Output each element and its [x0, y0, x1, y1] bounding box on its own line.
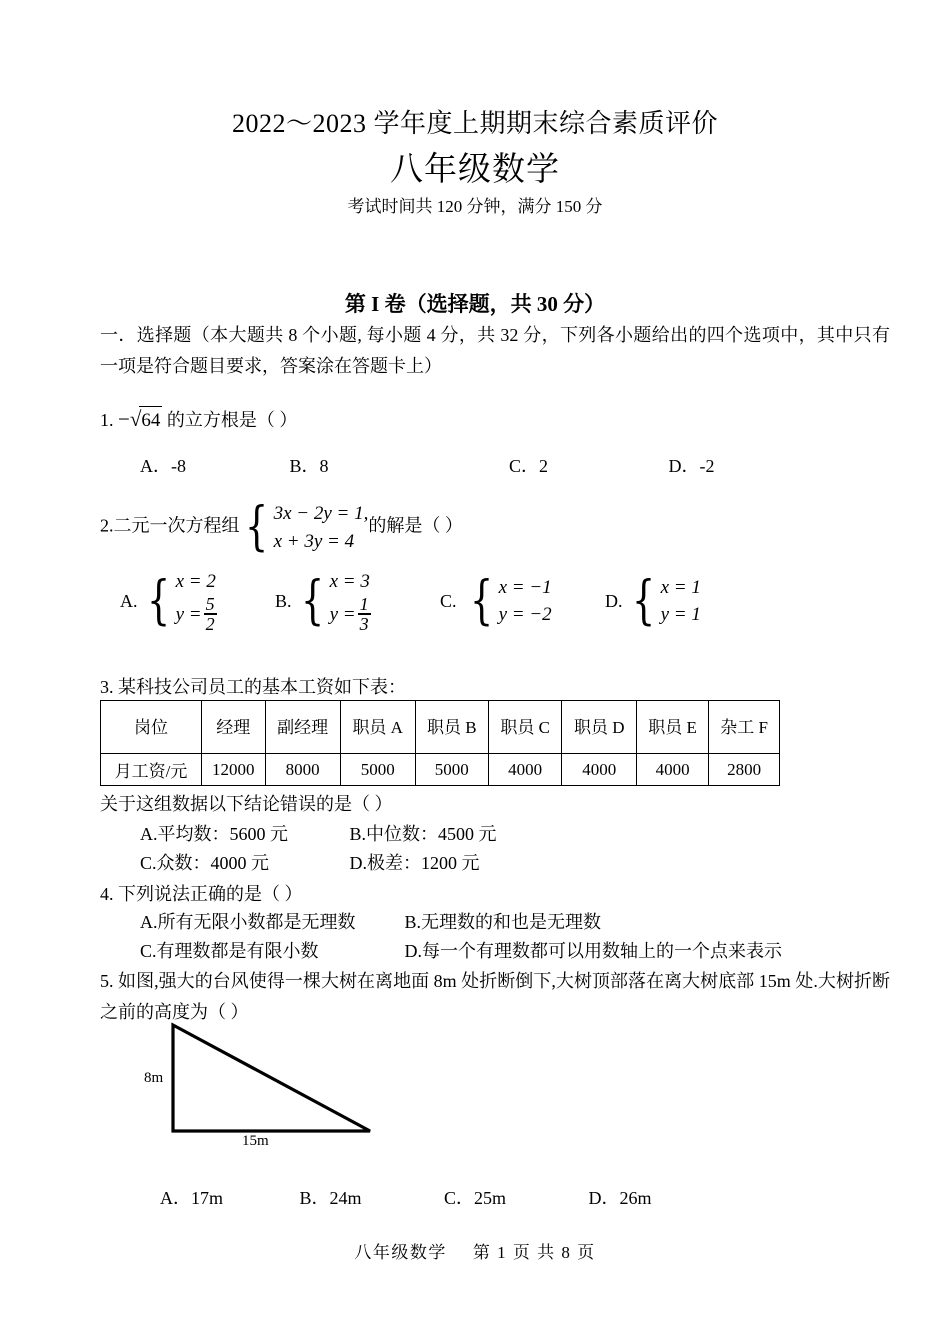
- table-header-col-6: 职员 E: [637, 701, 709, 754]
- question-5-option-b[interactable]: [300, 1184, 440, 1210]
- option-label: A．: [140, 456, 171, 476]
- option-label: A.: [140, 824, 158, 844]
- footer-page-prefix: 第: [472, 1243, 492, 1262]
- question-1-number: 1.: [100, 410, 114, 430]
- option-label: C．: [444, 1188, 475, 1208]
- table-header-salary: 月工资/元: [101, 754, 202, 786]
- numerator: 5: [205, 593, 215, 614]
- option-value: 24m: [329, 1188, 362, 1208]
- question-3-stem: [100, 673, 406, 701]
- question-1-option-b[interactable]: [290, 452, 505, 478]
- option-text: 极差：1200 元: [367, 853, 480, 873]
- option-label: B.: [404, 912, 422, 932]
- footer-total-unit: 页: [577, 1243, 596, 1262]
- question-4-options-row-2: [140, 937, 940, 963]
- right-triangle-diagram: [120, 1015, 450, 1165]
- option-value: 17m: [191, 1188, 224, 1208]
- tree-triangle-figure: [120, 1015, 450, 1165]
- question-2-options: [120, 568, 920, 635]
- option-line-1: x = 2: [175, 571, 216, 592]
- numerator: 1: [359, 593, 369, 614]
- question-4-option-a[interactable]: [140, 908, 400, 934]
- salary-cell-2: 5000: [340, 754, 415, 786]
- fraction: [358, 595, 371, 634]
- option-line-2: y = −2: [498, 604, 552, 626]
- question-4-option-b[interactable]: [405, 908, 602, 934]
- question-4-option-d[interactable]: [405, 937, 783, 963]
- option-label: C.: [140, 853, 157, 873]
- option-label: D．: [668, 456, 700, 476]
- figure-horizontal-label: 15m: [242, 1133, 269, 1149]
- fraction: [204, 595, 217, 634]
- question-1-option-d[interactable]: [669, 452, 715, 478]
- option-line-2: [175, 593, 219, 635]
- option-lhs: y =: [175, 603, 202, 625]
- question-1-options: [140, 452, 940, 478]
- question-2-text-before: 二元一次方程组: [113, 515, 240, 536]
- option-value: 25m: [474, 1188, 507, 1208]
- salary-cell-3: 5000: [415, 754, 488, 786]
- salary-cell-6: 4000: [637, 754, 709, 786]
- question-3-option-c[interactable]: [140, 849, 345, 875]
- question-3-number: 3.: [100, 677, 114, 697]
- option-line-1: x = 3: [329, 571, 370, 592]
- question-5-option-a[interactable]: [160, 1184, 295, 1210]
- option-line-1: x = −1: [498, 576, 552, 598]
- page-footer: [0, 1238, 950, 1263]
- option-label: D．: [588, 1188, 620, 1208]
- option-text: 众数：4000 元: [156, 853, 270, 873]
- denominator: 3: [359, 613, 369, 634]
- option-text: 中位数：4500 元: [366, 824, 497, 844]
- option-line-1: x = 1: [660, 576, 701, 598]
- question-2-option-d[interactable]: [605, 571, 701, 632]
- option-line-2: y = 1: [660, 604, 701, 626]
- question-4-option-c[interactable]: [140, 937, 400, 963]
- question-4-options-row-1: [140, 908, 940, 934]
- question-3-option-b[interactable]: [350, 820, 497, 846]
- question-2-option-c[interactable]: [440, 571, 605, 632]
- table-header-position: 岗位: [101, 701, 202, 754]
- subject-title: 八年级数学: [390, 152, 560, 188]
- left-brace: {: [146, 571, 170, 632]
- option-value: -2: [699, 456, 715, 476]
- option-label: B．: [289, 456, 320, 476]
- option-label: C．: [509, 456, 540, 476]
- left-brace: {: [244, 497, 268, 558]
- option-label: D.: [404, 941, 422, 961]
- page-title: 2022～2023 学年度上期期末综合素质评价: [231, 109, 718, 138]
- footer-total-prefix: 共: [537, 1243, 556, 1262]
- question-3-options-row-2: [140, 849, 940, 875]
- table-row: [101, 754, 780, 786]
- option-value: 2: [539, 456, 549, 476]
- option-value: 26m: [619, 1188, 652, 1208]
- table-header-col-7: 杂工 F: [709, 701, 780, 754]
- option-label: B.: [275, 590, 292, 611]
- option-value: 8: [319, 456, 329, 476]
- section-instructions: 一．选择题（本大题共 8 个小题, 每小题 4 分，共 32 分，下列各小题给出的四个选项中，其中只有一项是符合题目要求，答案涂在答题卡上）: [100, 325, 890, 376]
- footer-subject: 八年级数学: [354, 1243, 447, 1262]
- question-1-option-c[interactable]: [509, 452, 664, 478]
- question-2-option-a[interactable]: [120, 568, 275, 635]
- option-label: C.: [140, 941, 157, 961]
- option-text: 平均数：5600 元: [157, 824, 288, 844]
- question-5-option-d[interactable]: [589, 1184, 652, 1210]
- section-heading: 第 I 卷（选择题，共 30 分）: [344, 292, 606, 316]
- equation-line-2: x + 3y = 4: [273, 530, 355, 552]
- option-text: 无理数的和也是无理数: [421, 912, 602, 932]
- question-2-option-b[interactable]: [275, 568, 440, 635]
- option-line-2: [329, 593, 373, 635]
- question-3-prompt: 关于这组数据以下结论错误的是（ ）: [100, 794, 393, 814]
- left-brace: {: [300, 571, 324, 632]
- question-5-option-c[interactable]: [444, 1184, 584, 1210]
- question-3-option-a[interactable]: [140, 820, 345, 846]
- option-label: C.: [440, 590, 457, 611]
- option-label: B.: [349, 824, 367, 844]
- question-3-option-d[interactable]: [350, 849, 480, 875]
- footer-total-pages: 8: [561, 1243, 572, 1262]
- question-2-number: 2.: [100, 515, 114, 536]
- denominator: 2: [205, 613, 215, 634]
- question-1-text: 的立方根是（ ）: [166, 410, 298, 430]
- footer-page-unit: 页: [512, 1243, 532, 1262]
- option-label: D.: [349, 853, 367, 873]
- option-label: D.: [605, 590, 623, 611]
- radical-expression: [118, 405, 162, 435]
- option-text: 所有无限小数都是无理数: [157, 912, 356, 932]
- table-header-row: [101, 701, 780, 754]
- salary-cell-7: 2800: [709, 754, 780, 786]
- salary-cell-0: 12000: [202, 754, 266, 786]
- question-4-stem: [100, 880, 303, 908]
- table-header-col-1: 副经理: [265, 701, 340, 754]
- question-3-options-row-1: [140, 820, 940, 846]
- radicand: 64: [139, 406, 162, 435]
- footer-page-number: 1: [497, 1243, 508, 1262]
- option-text: 有理数都是有限小数: [156, 941, 319, 961]
- option-label: B．: [299, 1188, 330, 1208]
- option-label: A．: [160, 1188, 191, 1208]
- question-5-number: 5.: [100, 971, 114, 991]
- table-header-col-3: 职员 B: [415, 701, 488, 754]
- question-5-text: 如图,强大的台风使得一棵大树在离地面 8m 处折断倒下,大树顶部落在离大树底部 15m 处.大树折断之前的高度为（ ）: [100, 971, 891, 1022]
- salary-cell-1: 8000: [265, 754, 340, 786]
- left-brace: {: [469, 571, 493, 632]
- question-1-stem: [100, 405, 297, 435]
- option-text: 每一个有理数都可以用数轴上的一个点来表示: [422, 941, 782, 961]
- question-1-option-a[interactable]: [140, 452, 285, 478]
- table-header-col-5: 职员 D: [562, 701, 637, 754]
- table-header-col-4: 职员 C: [488, 701, 561, 754]
- salary-cell-4: 4000: [488, 754, 561, 786]
- option-value: -8: [171, 456, 186, 476]
- exam-info: 考试时间共 120 分钟，满分 150 分: [347, 197, 603, 216]
- equation-system: [240, 497, 369, 558]
- salary-cell-5: 4000: [562, 754, 637, 786]
- equation-line-1: 3x − 2y = 1,: [273, 503, 369, 524]
- question-5-options: [160, 1184, 950, 1210]
- table-header-col-0: 经理: [202, 701, 266, 754]
- option-lhs: y =: [329, 603, 356, 625]
- question-3-text: 某科技公司员工的基本工资如下表：: [118, 677, 406, 697]
- figure-vertical-label: 8m: [144, 1070, 164, 1086]
- option-label: A.: [120, 590, 138, 611]
- question-2-stem: [100, 497, 463, 558]
- question-2-text-after: 的解是（ ）: [368, 515, 463, 536]
- salary-table: [100, 700, 780, 786]
- radical-sign: −√: [118, 407, 142, 431]
- question-4-text: 下列说法正确的是（ ）: [118, 884, 303, 904]
- left-brace: {: [631, 571, 655, 632]
- question-4-number: 4.: [100, 884, 114, 904]
- table-header-col-2: 职员 A: [340, 701, 415, 754]
- option-label: A.: [140, 912, 158, 932]
